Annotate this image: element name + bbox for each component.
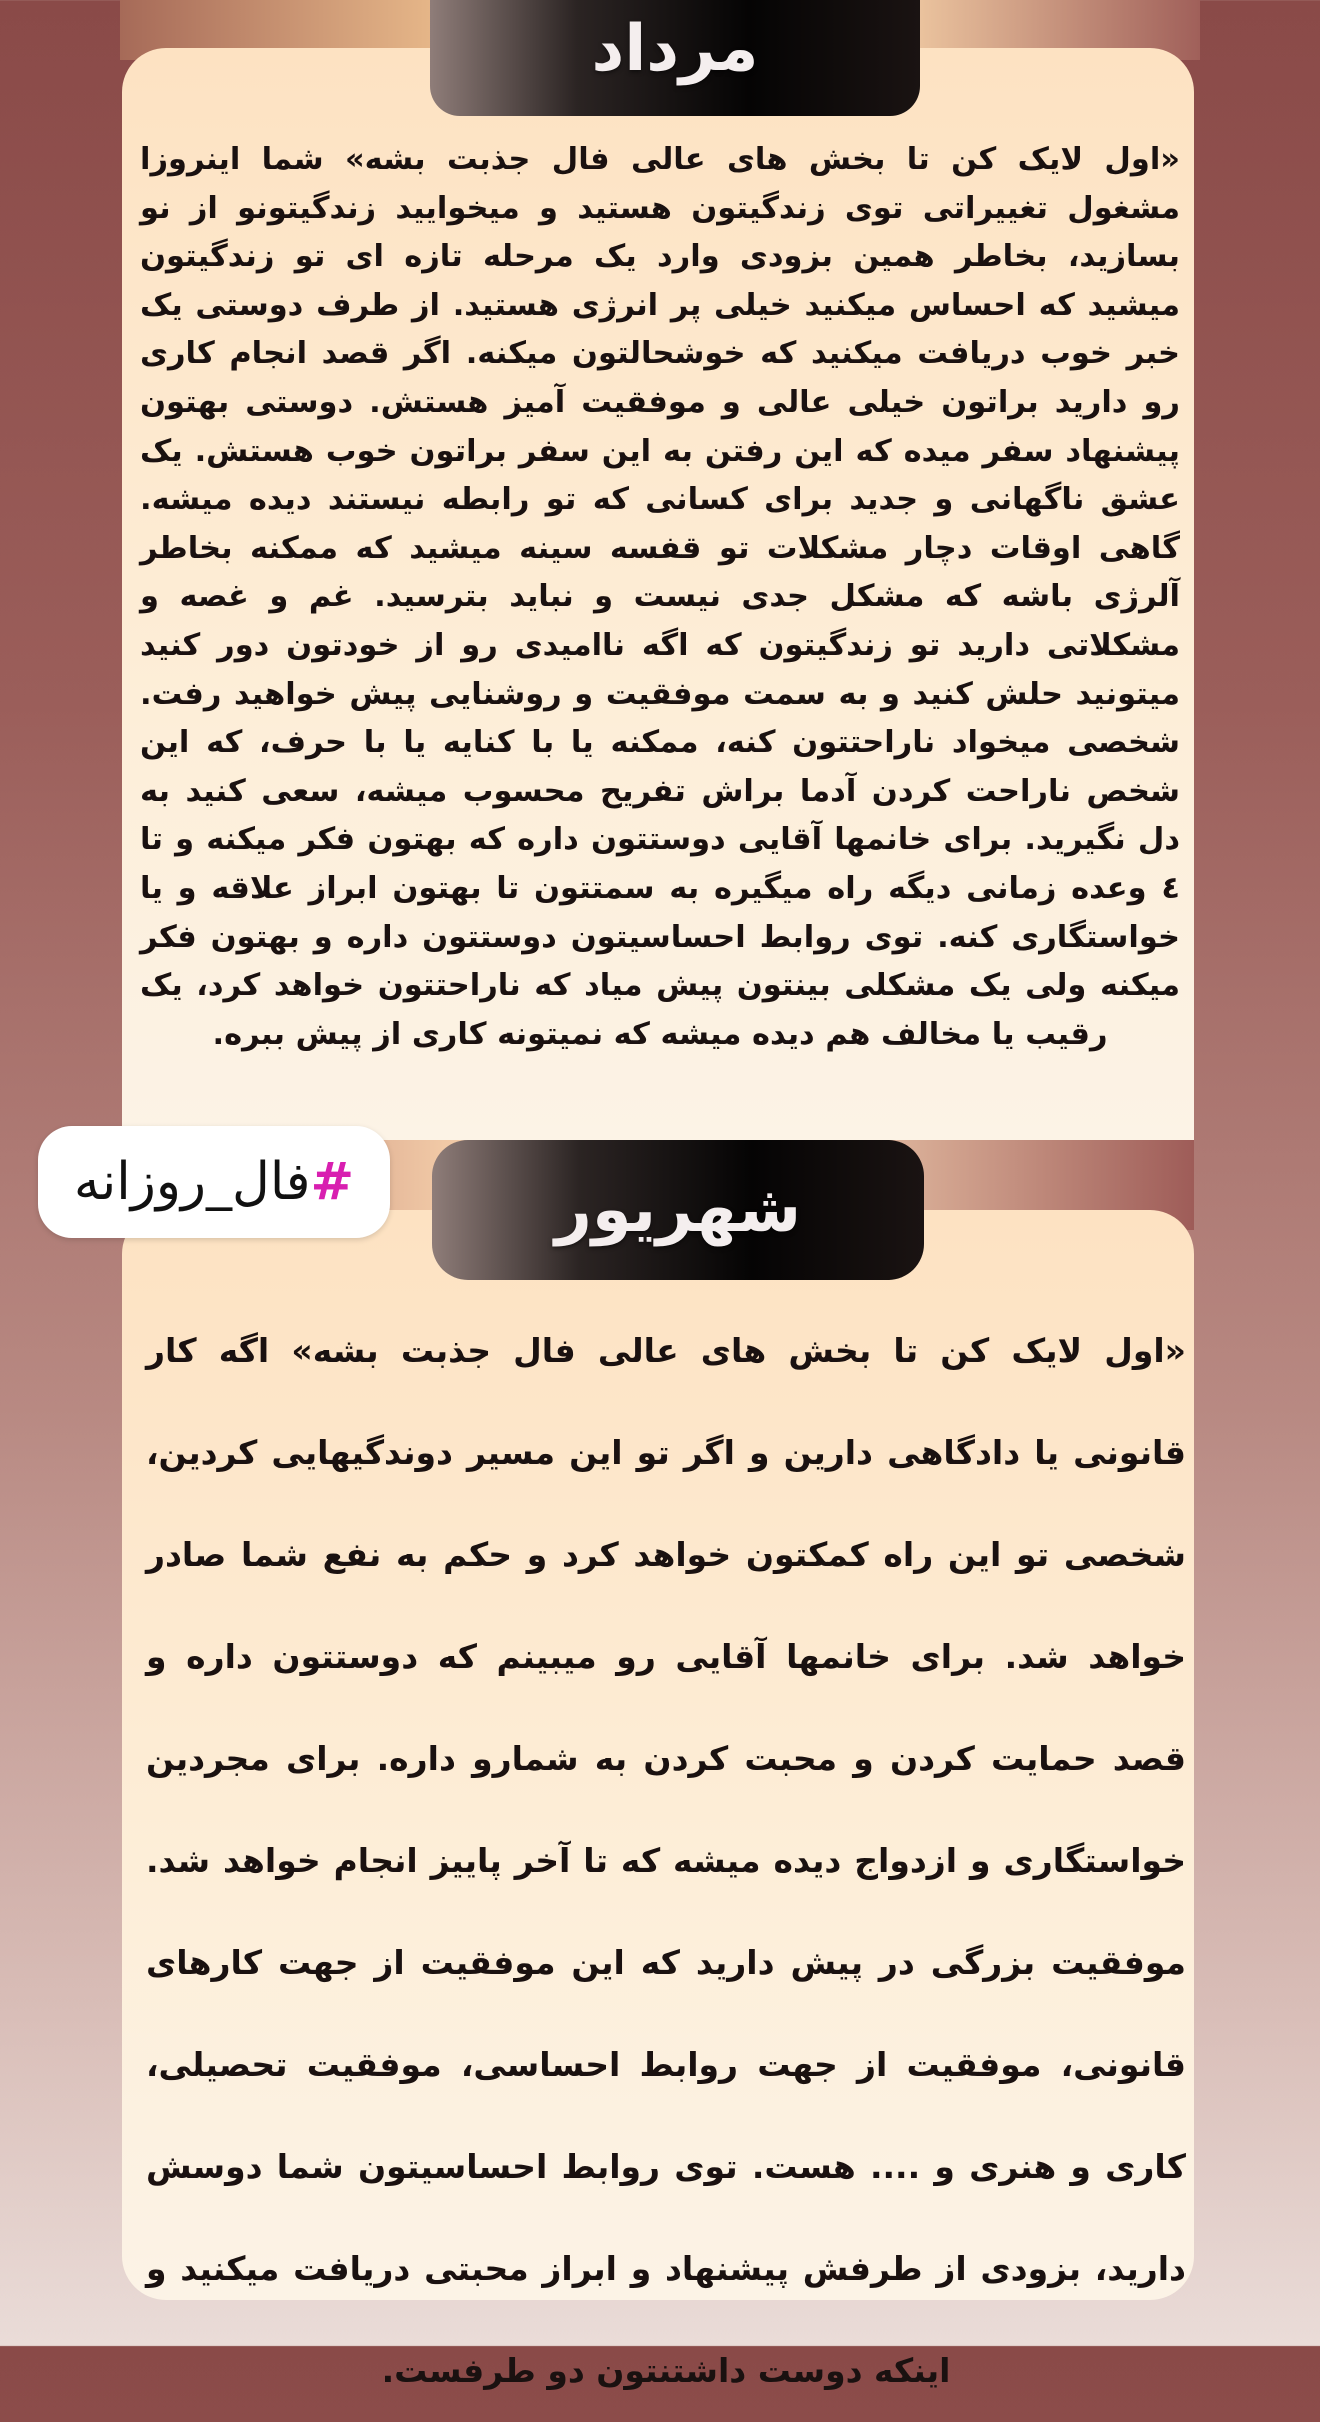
hashtag-sticker[interactable] — [38, 1126, 390, 1238]
shahrivar-body-text: «اول لایک کن تا بخش های عالی فال جذبت بشه» اگه کار قانونی یا دادگاهی دارین و اگر تو این مسیر دوندگیهایی کردین، شخصی تو این راه کمکتون خواهد کرد و حکم به نفع شما صادر خواهد شد. برای خانمها آقایی رو میبینم که دوستتون داره و قصد حمایت کردن و محبت کردن به شمارو داره. برای مجردین خواستگاری و ازدواج دیده میشه که تا آخر پاییز انجام خواهد شد. موفقیت بزرگی در پیش دارید که این موفقیت از جهت کارهای قانونی، موفقیت از جهت روابط احساسی، موفقیت تحصیلی، کاری و هنری و .... هست. توی روابط احساسیتون شما دوسش دارید، بزودی از طرفش پیشنهاد و ابراز محبتی دریافت میکنید و اینکه دوست داشتنتون دو طرفست. — [146, 1331, 1186, 2390]
mordad-title: مرداد — [591, 12, 759, 86]
mordad-title-tab — [430, 0, 920, 116]
hashtag-symbol: # — [310, 1152, 355, 1212]
shahrivar-title: شهریور — [555, 1173, 801, 1247]
hashtag-text: فال_روزانه — [73, 1152, 311, 1212]
mordad-body-text: «اول لایک کن تا بخش های عالی فال جذبت بشه» شما اینروزا مشغول تغییراتی توی زندگیتون هستید و میخوایید زندگیتونو از نو بسازید، بخاطر همین بزودی وارد یک مرحله تازه ای تو زندگیتون میشید که احساس میکنید خیلی پر انرژی هستید. از طرف دوستی یک خبر خوب دریافت میکنید که خوشحالتون میکنه. اگر قصد انجام کاری رو دارید براتون خیلی عالی و موفقیت آمیز هستش. دوستی بهتون پیشنهاد سفر میده که این رفتن به این سفر براتون خوب هستش. یک عشق ناگهانی و جدید برای کسانی که تو رابطه نیستند دیده میشه. گاهی اوقات دچار مشکلات تو قفسه سینه میشید که ممکنه بخاطر آلرژی باشه که مشکل جدی نیست و نباید بترسید. غم و غصه و مشکلاتی دارید تو زندگیتون که اگه ناامیدی رو از خودتون دور کنید میتونید حلش کنید و به سمت موفقیت و روشنایی پیش خواهید رفت. شخصی میخواد ناراحتتون کنه، ممکنه یا با کنایه یا با حرف، که این شخص ناراحت کردن آدما براش تفریح محسوب میشه، سعی کنید به دل نگیرید. برای خانمها آقایی دوستتون داره که بهتون فکر میکنه و تا ٤ وعده زمانی دیگه راه میگیره به سمتتون تا بهتون ابراز علاقه و یا خواستگاری کنه. توی روابط احساسیتون دوستتون داره و بهتون فکر میکنه ولی یک مشکلی بینتون پیش میاد که ناراحتتون خواهد کرد، یک رقیب یا مخالف هم دیده میشه که نمیتونه کاری از پیش ببره. — [140, 142, 1180, 1052]
shahrivar-title-tab — [432, 1140, 924, 1280]
